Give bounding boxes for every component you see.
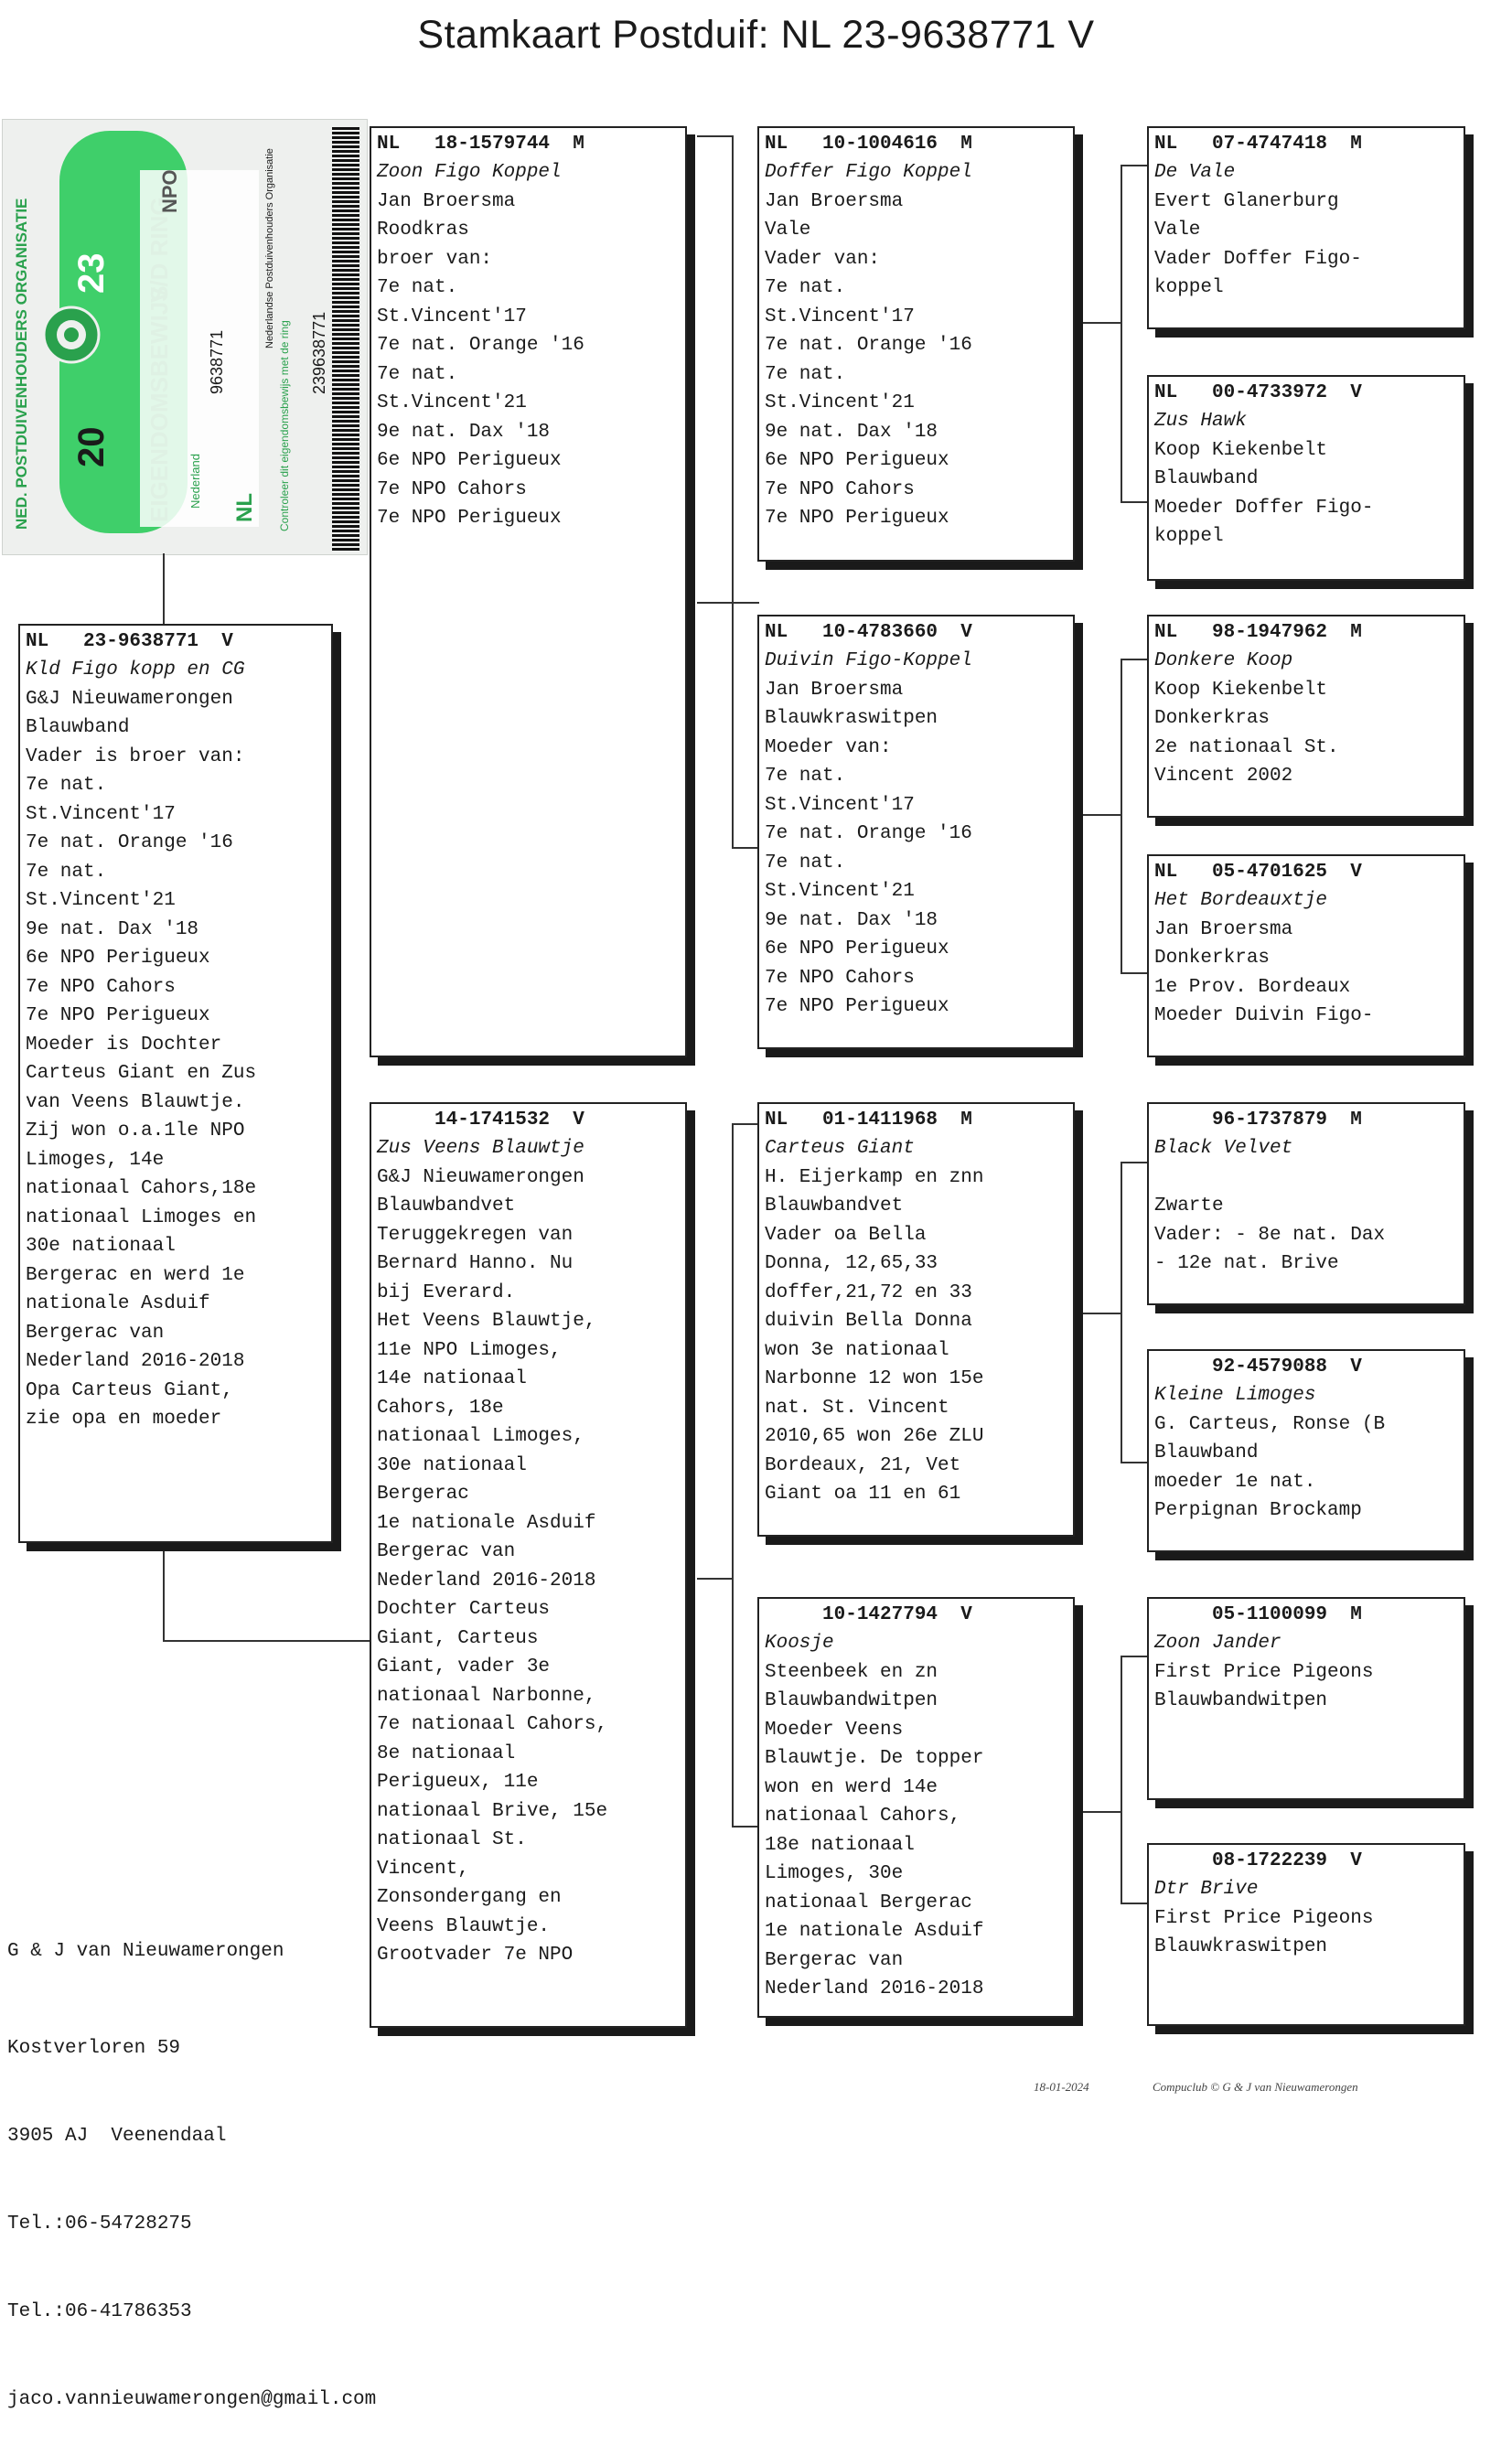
pigeon-name: Zoon Figo Koppel bbox=[377, 162, 562, 183]
pigeon-detail-line: 7e nat. Orange '16 bbox=[765, 823, 972, 844]
pigeon-detail-line: Zonsondergang en bbox=[377, 1887, 562, 1908]
pigeon-card-main[interactable] bbox=[18, 624, 333, 1543]
connector-line bbox=[1082, 814, 1122, 816]
pigeon-detail-line: 7e nat. bbox=[765, 277, 846, 298]
pigeon-detail-line: 7e nat. bbox=[765, 766, 846, 787]
connector-line bbox=[1082, 1811, 1122, 1813]
pigeon-card-ssd[interactable] bbox=[1147, 375, 1465, 581]
pigeon-detail-line: 7e nat. Orange '16 bbox=[26, 832, 233, 853]
card-number: 9638771 bbox=[208, 329, 226, 394]
owner-contact-block bbox=[7, 1879, 376, 2444]
connector-line bbox=[1121, 165, 1148, 166]
pigeon-name: Zus Hawk bbox=[1154, 411, 1247, 432]
pigeon-detail-line: koppel bbox=[1154, 526, 1224, 547]
pigeon-detail-line: 14e nationaal bbox=[377, 1368, 527, 1389]
pigeon-detail-line: 6e NPO Perigueux bbox=[765, 450, 949, 471]
pigeon-detail-line: 7e NPO Cahors bbox=[377, 478, 527, 500]
pigeon-detail-line: Jan Broersma bbox=[1154, 918, 1293, 940]
pigeon-detail-line: Donna, 12,65,33 bbox=[765, 1253, 938, 1274]
pigeon-detail-line: 7e NPO Perigueux bbox=[765, 508, 949, 529]
pigeon-detail-line: 9e nat. Dax '18 bbox=[765, 421, 938, 443]
pigeon-detail-line: Jan Broersma bbox=[765, 190, 904, 212]
pigeon-detail-line: Opa Carteus Giant, bbox=[26, 1379, 233, 1401]
pigeon-name: Kleine Limoges bbox=[1154, 1385, 1316, 1406]
pigeon-detail-line: Bergerac van bbox=[26, 1322, 165, 1344]
pigeon-detail-line: won en werd 14e bbox=[765, 1776, 938, 1798]
pigeon-detail-line: Vader is broer van: bbox=[26, 745, 245, 767]
pigeon-detail-line: Limoges, 30e bbox=[765, 1863, 904, 1884]
pigeon-name: Duivin Figo-Koppel bbox=[765, 650, 972, 671]
owner-email[interactable]: jaco.vannieuwamerongen@gmail.com bbox=[7, 2389, 377, 2410]
connector-line bbox=[163, 1640, 370, 1642]
pigeon-name: Koosje bbox=[765, 1633, 834, 1654]
pigeon-header: NL 98-1947962 M bbox=[1154, 622, 1362, 643]
pigeon-detail-line: koppel bbox=[1154, 277, 1224, 298]
pigeon-card-sire[interactable] bbox=[370, 126, 687, 1057]
pigeon-detail-line bbox=[1154, 1163, 1459, 1193]
pigeon-detail-line: 7e nat. bbox=[765, 852, 846, 874]
pigeon-detail-line: Moeder Duivin Figo- bbox=[1154, 1005, 1374, 1026]
connector-line bbox=[163, 1550, 165, 1642]
svg-text:NPO: NPO bbox=[158, 169, 181, 213]
pigeon-detail-line: 7e nat. bbox=[26, 775, 107, 796]
pigeon-detail-line: 7e NPO Cahors bbox=[765, 967, 915, 989]
pigeon-detail-line: nationale Asduif bbox=[26, 1293, 210, 1314]
card-org-line: NED. POSTDUIVENHOUDERS ORGANISATIE bbox=[13, 198, 30, 530]
pigeon-card-ds[interactable] bbox=[757, 1102, 1075, 1537]
card-year-left: 20 bbox=[71, 426, 112, 467]
pigeon-detail-line: St.Vincent'21 bbox=[765, 881, 915, 902]
pigeon-detail-line: 8e nationaal bbox=[377, 1742, 516, 1764]
pigeon-header: 10-1427794 V bbox=[765, 1604, 972, 1625]
pigeon-detail-line: nationaal Limoges en bbox=[26, 1206, 257, 1228]
pigeon-card-dsd[interactable] bbox=[1147, 1349, 1465, 1552]
card-check-text: Controleer dit eigendomsbewijs met de ring bbox=[278, 320, 291, 531]
pigeon-detail-line: G. Carteus, Ronse (B bbox=[1154, 1413, 1386, 1435]
pigeon-detail-line: Vader: - 8e nat. Dax bbox=[1154, 1224, 1386, 1246]
pigeon-detail-line: St.Vincent'17 bbox=[765, 794, 915, 816]
pigeon-detail-line: Het Veens Blauwtje, bbox=[377, 1311, 596, 1332]
pigeon-detail-line: 6e NPO Perigueux bbox=[377, 450, 562, 471]
pigeon-detail-line: Carteus Giant en Zus bbox=[26, 1063, 257, 1084]
connector-line bbox=[1082, 1313, 1122, 1314]
pigeon-detail-line: Nederland 2016-2018 bbox=[377, 1570, 596, 1592]
pigeon-detail-line: 2e nationaal St. bbox=[1154, 736, 1339, 758]
card-country: NL bbox=[232, 493, 257, 522]
pigeon-detail-line: moeder 1e nat. bbox=[1154, 1471, 1316, 1493]
card-country-name: Nederland bbox=[188, 454, 202, 509]
pigeon-detail-line: Vincent, bbox=[377, 1858, 469, 1880]
pigeon-detail-line: Giant, Carteus bbox=[377, 1627, 539, 1649]
pigeon-card-ddd[interactable] bbox=[1147, 1843, 1465, 2026]
pigeon-detail-line: Bergerac van bbox=[765, 1949, 904, 1971]
pigeon-detail-line: nationaal Cahors,18e bbox=[26, 1178, 257, 1199]
ring-ownership-card bbox=[2, 119, 368, 555]
pigeon-detail-line: 30e nationaal bbox=[26, 1236, 176, 1257]
pigeon-detail-line: nationaal Brive, 15e bbox=[377, 1800, 608, 1822]
pigeon-detail-line: 9e nat. Dax '18 bbox=[26, 918, 199, 940]
footer-credit: Compuclub © G & J van Nieuwamerongen bbox=[1153, 2080, 1358, 2094]
pigeon-detail-line: zie opa en moeder bbox=[26, 1409, 222, 1430]
connector-line bbox=[1121, 1656, 1122, 1904]
connector-line bbox=[1121, 659, 1122, 974]
pigeon-card-dss[interactable] bbox=[1147, 1102, 1465, 1305]
pigeon-name: Dtr Brive bbox=[1154, 1879, 1259, 1900]
pigeon-detail-line: Bergerac en werd 1e bbox=[26, 1264, 245, 1286]
pigeon-detail-line: 7e nat. bbox=[377, 277, 458, 298]
connector-line bbox=[1121, 1656, 1148, 1657]
pigeon-detail-line: 7e NPO Cahors bbox=[765, 478, 915, 500]
pigeon-detail-line: nationaal Bergerac bbox=[765, 1892, 972, 1913]
page-title: Stamkaart Postduif: NL 23-9638771 V bbox=[417, 13, 1095, 57]
pigeon-detail-line: Koop Kiekenbelt bbox=[1154, 679, 1328, 701]
pigeon-detail-line: Jan Broersma bbox=[765, 679, 904, 701]
pigeon-detail-line: Vale bbox=[765, 220, 811, 241]
pigeon-detail-line: nat. St. Vincent bbox=[765, 1397, 949, 1419]
pigeon-detail-line: Veens Blauwtje. bbox=[377, 1915, 551, 1937]
pigeon-name: Doffer Figo Koppel bbox=[765, 162, 972, 183]
pigeon-detail-line: Jan Broersma bbox=[377, 190, 516, 212]
pigeon-header: 05-1100099 M bbox=[1154, 1604, 1362, 1625]
pigeon-detail-line: Grootvader 7e NPO bbox=[377, 1945, 574, 1966]
pigeon-detail-line: Giant oa 11 en 61 bbox=[765, 1484, 961, 1505]
pigeon-detail-line: doffer,21,72 en 33 bbox=[765, 1281, 972, 1303]
connector-line bbox=[732, 1826, 759, 1828]
pigeon-detail-line: St.Vincent'17 bbox=[765, 306, 915, 327]
pigeon-detail-line: Blauwbandwitpen bbox=[765, 1690, 938, 1711]
ring-card-graphic bbox=[3, 120, 367, 554]
connector-line bbox=[732, 847, 759, 849]
npo-lion-emblem-icon bbox=[44, 307, 99, 362]
pigeon-detail-line: St.Vincent'21 bbox=[26, 890, 176, 911]
card-logo-sub: Nederlandse Postduivenhouders Organisatie bbox=[264, 148, 275, 348]
pigeon-detail-line: Evert Glanerburg bbox=[1154, 190, 1339, 212]
connector-line bbox=[1121, 1162, 1122, 1463]
connector-line bbox=[697, 1578, 734, 1580]
pigeon-detail-line: 9e nat. Dax '18 bbox=[377, 421, 551, 443]
pigeon-detail-line: Teruggekregen van bbox=[377, 1224, 574, 1246]
pigeon-detail-line: Blauwband bbox=[1154, 1442, 1259, 1463]
pigeon-detail-line: H. Eijerkamp en znn bbox=[765, 1166, 984, 1188]
connector-line bbox=[732, 1123, 759, 1125]
pigeon-header: NL 18-1579744 M bbox=[377, 134, 584, 155]
pigeon-card-dam[interactable] bbox=[370, 1102, 687, 2028]
pigeon-detail-line: Bergerac van bbox=[377, 1541, 516, 1562]
pigeon-header: NL 07-4747418 M bbox=[1154, 134, 1362, 155]
pigeon-detail-line: G&J Nieuwamerongen bbox=[26, 688, 233, 710]
pigeon-detail-line: 7e nat. Orange '16 bbox=[377, 335, 584, 356]
connector-line bbox=[1082, 322, 1122, 324]
connector-line bbox=[732, 1123, 734, 1828]
pigeon-detail-line: Donkerkras bbox=[1154, 708, 1271, 729]
pigeon-header: NL 01-1411968 M bbox=[765, 1109, 972, 1131]
pigeon-name: Zus Veens Blauwtje bbox=[377, 1138, 584, 1159]
connector-line bbox=[1121, 1162, 1148, 1163]
pigeon-header: NL 10-1004616 M bbox=[765, 134, 972, 155]
pigeon-detail-line: Vader Doffer Figo- bbox=[1154, 248, 1362, 270]
pigeon-detail-line: 18e nationaal bbox=[765, 1834, 915, 1856]
owner-phone-1: Tel.:06-54728275 bbox=[7, 2214, 192, 2235]
pigeon-detail-line: Vincent 2002 bbox=[1154, 766, 1293, 787]
pigeon-detail-line: St.Vincent'17 bbox=[26, 803, 176, 825]
pigeon-detail-line: Blauwkraswitpen bbox=[1154, 1936, 1328, 1957]
pigeon-detail-line: 1e nationale Asduif bbox=[377, 1512, 596, 1534]
pigeon-detail-line: First Price Pigeons bbox=[1154, 1907, 1374, 1929]
pigeon-detail-line: Blauwband bbox=[26, 717, 130, 738]
pigeon-detail-line: nationaal St. bbox=[377, 1829, 527, 1850]
pigeon-name: Het Bordeauxtje bbox=[1154, 890, 1328, 911]
pigeon-detail-line: Bergerac bbox=[377, 1484, 469, 1505]
pigeon-detail-line: Vader van: bbox=[765, 248, 881, 270]
pigeon-detail-line: 7e NPO Perigueux bbox=[377, 508, 562, 529]
connector-line bbox=[1121, 972, 1148, 974]
pigeon-detail-line: 6e NPO Perigueux bbox=[765, 938, 949, 959]
connector-line bbox=[1121, 165, 1122, 503]
pigeon-card-sds[interactable] bbox=[1147, 615, 1465, 818]
npo-logo-icon bbox=[158, 169, 181, 213]
pigeon-card-sd[interactable] bbox=[757, 615, 1075, 1049]
pigeon-detail-line: - 12e nat. Brive bbox=[1154, 1253, 1339, 1274]
pigeon-detail-line: St.Vincent'21 bbox=[377, 392, 527, 413]
pigeon-detail-line: broer van: bbox=[377, 248, 493, 270]
pigeon-detail-line: Moeder van: bbox=[765, 736, 892, 758]
pigeon-header: NL 10-4783660 V bbox=[765, 622, 972, 643]
connector-line bbox=[1121, 659, 1148, 660]
pigeon-detail-line: G&J Nieuwamerongen bbox=[377, 1166, 584, 1188]
connector-line bbox=[697, 602, 734, 604]
pigeon-header: 08-1722239 V bbox=[1154, 1850, 1362, 1871]
pigeon-detail-line: nationaal Limoges, bbox=[377, 1426, 584, 1447]
card-barcode-number: 239638771 bbox=[310, 311, 328, 394]
pigeon-detail-line: Bernard Hanno. Nu bbox=[377, 1253, 574, 1274]
pigeon-detail-line: duivin Bella Donna bbox=[765, 1311, 972, 1332]
pigeon-detail-line: Perigueux, 11e bbox=[377, 1772, 539, 1793]
pigeon-detail-line: Donkerkras bbox=[1154, 948, 1271, 969]
pigeon-header: NL 00-4733972 V bbox=[1154, 382, 1362, 403]
pigeon-name: Kld Figo kopp en CG bbox=[26, 659, 245, 681]
pigeon-detail-line: Moeder Doffer Figo- bbox=[1154, 497, 1374, 519]
pigeon-detail-line: 2010,65 won 26e ZLU bbox=[765, 1426, 984, 1447]
pigeon-detail-line: 7e nat. bbox=[377, 363, 458, 385]
pigeon-detail-line: 1e Prov. Bordeaux bbox=[1154, 976, 1351, 998]
owner-name: G & J van Nieuwamerongen bbox=[7, 1941, 284, 1962]
card-year-right: 23 bbox=[71, 252, 112, 294]
pigeon-card-sdd[interactable] bbox=[1147, 854, 1465, 1057]
pigeon-detail-line: 7e NPO Perigueux bbox=[765, 996, 949, 1017]
pigeon-detail-line: Koop Kiekenbelt bbox=[1154, 439, 1328, 461]
owner-phone-2: Tel.:06-41786353 bbox=[7, 2301, 192, 2322]
pigeon-name: Carteus Giant bbox=[765, 1138, 915, 1159]
pigeon-detail-line: Blauwkraswitpen bbox=[765, 708, 938, 729]
connector-line bbox=[1121, 1903, 1148, 1904]
connector-line bbox=[732, 135, 734, 849]
pigeon-detail-line: Giant, vader 3e bbox=[377, 1656, 551, 1678]
pigeon-name: Donkere Koop bbox=[1154, 650, 1293, 671]
pigeon-detail-line: 7e nationaal Cahors, bbox=[377, 1714, 608, 1735]
pigeon-name: Black Velvet bbox=[1154, 1138, 1293, 1159]
pigeon-detail-line: Bordeaux, 21, Vet bbox=[765, 1454, 961, 1476]
pigeon-detail-line: bij Everard. bbox=[377, 1281, 516, 1303]
pigeon-detail-line: won 3e nationaal bbox=[765, 1339, 949, 1361]
pigeon-detail-line: Vader oa Bella bbox=[765, 1224, 927, 1246]
pigeon-detail-line: 9e nat. Dax '18 bbox=[765, 909, 938, 931]
pigeon-detail-line: Blauwbandvet bbox=[377, 1195, 516, 1217]
connector-line bbox=[697, 135, 734, 137]
pigeon-detail-line: 1e nationale Asduif bbox=[765, 1921, 984, 1942]
pigeon-detail-line: 7e nat. Orange '16 bbox=[765, 335, 972, 356]
pigeon-detail-line: Perpignan Brockamp bbox=[1154, 1500, 1362, 1521]
pigeon-detail-line: Dochter Carteus bbox=[377, 1599, 551, 1620]
pigeon-detail-line: Limoges, 14e bbox=[26, 1149, 165, 1171]
pigeon-header: NL 05-4701625 V bbox=[1154, 862, 1362, 883]
pigeon-detail-line: Roodkras bbox=[377, 220, 469, 241]
owner-address-street: Kostverloren 59 bbox=[7, 2038, 181, 2059]
pigeon-detail-line: nationaal Cahors, bbox=[765, 1806, 961, 1827]
pigeon-detail-line: Moeder is Dochter bbox=[26, 1034, 222, 1056]
pigeon-detail-line: Blauwtje. De topper bbox=[765, 1748, 984, 1769]
pigeon-header: 96-1737879 M bbox=[1154, 1109, 1362, 1131]
pigeon-card-sss[interactable] bbox=[1147, 126, 1465, 329]
connector-line bbox=[1121, 1462, 1148, 1463]
pigeon-header: NL 23-9638771 V bbox=[26, 631, 233, 652]
connector-line bbox=[1121, 501, 1148, 503]
connector-line bbox=[732, 602, 759, 604]
pigeon-card-dds[interactable] bbox=[1147, 1597, 1465, 1800]
pigeon-detail-line: Zwarte bbox=[1154, 1195, 1224, 1217]
pigeon-detail-line: Steenbeek en zn bbox=[765, 1661, 938, 1683]
pigeon-name: Zoon Jander bbox=[1154, 1633, 1281, 1654]
pigeon-detail-line: St.Vincent'17 bbox=[377, 306, 527, 327]
pigeon-detail-line: Blauwbandwitpen bbox=[1154, 1690, 1328, 1711]
pigeon-header: 92-4579088 V bbox=[1154, 1356, 1362, 1377]
pigeon-card-ss[interactable] bbox=[757, 126, 1075, 562]
pigeon-detail-line: van Veens Blauwtje. bbox=[26, 1091, 245, 1113]
pigeon-detail-line: Vale bbox=[1154, 220, 1201, 241]
pigeon-detail-line: Narbonne 12 won 15e bbox=[765, 1368, 984, 1389]
pigeon-detail-line: Moeder Veens bbox=[765, 1719, 904, 1741]
pigeon-detail-line: Nederland 2016-2018 bbox=[26, 1351, 245, 1372]
pigeon-detail-line: Blauwbandvet bbox=[765, 1195, 904, 1217]
pigeon-detail-line: 11e NPO Limoges, bbox=[377, 1339, 562, 1361]
connector-line bbox=[163, 553, 165, 627]
pigeon-name: De Vale bbox=[1154, 162, 1236, 183]
pigeon-detail-line: 30e nationaal bbox=[377, 1454, 527, 1476]
footer-date: 18-01-2024 bbox=[1034, 2080, 1089, 2094]
pigeon-detail-line: Cahors, 18e bbox=[377, 1397, 504, 1419]
pigeon-detail-line: 6e NPO Perigueux bbox=[26, 948, 210, 969]
pigeon-detail-line: nationaal Narbonne, bbox=[377, 1685, 596, 1707]
pigeon-detail-line: Blauwband bbox=[1154, 468, 1259, 489]
pigeon-detail-line: Zij won o.a.1le NPO bbox=[26, 1120, 245, 1142]
pigeon-detail-line: 7e NPO Cahors bbox=[26, 976, 176, 998]
pigeon-header: 14-1741532 V bbox=[377, 1109, 584, 1131]
pigeon-detail-line: First Price Pigeons bbox=[1154, 1661, 1374, 1683]
pigeon-detail-line: 7e NPO Perigueux bbox=[26, 1005, 210, 1026]
pigeon-detail-line: 7e nat. bbox=[765, 363, 846, 385]
pigeon-detail-line: 7e nat. bbox=[26, 861, 107, 883]
pigeon-detail-line: St.Vincent'21 bbox=[765, 392, 915, 413]
pigeon-detail-line: Nederland 2016-2018 bbox=[765, 1978, 984, 1999]
owner-address-city: 3905 AJ Veenendaal bbox=[7, 2126, 227, 2147]
pigeon-card-dd[interactable] bbox=[757, 1597, 1075, 2018]
